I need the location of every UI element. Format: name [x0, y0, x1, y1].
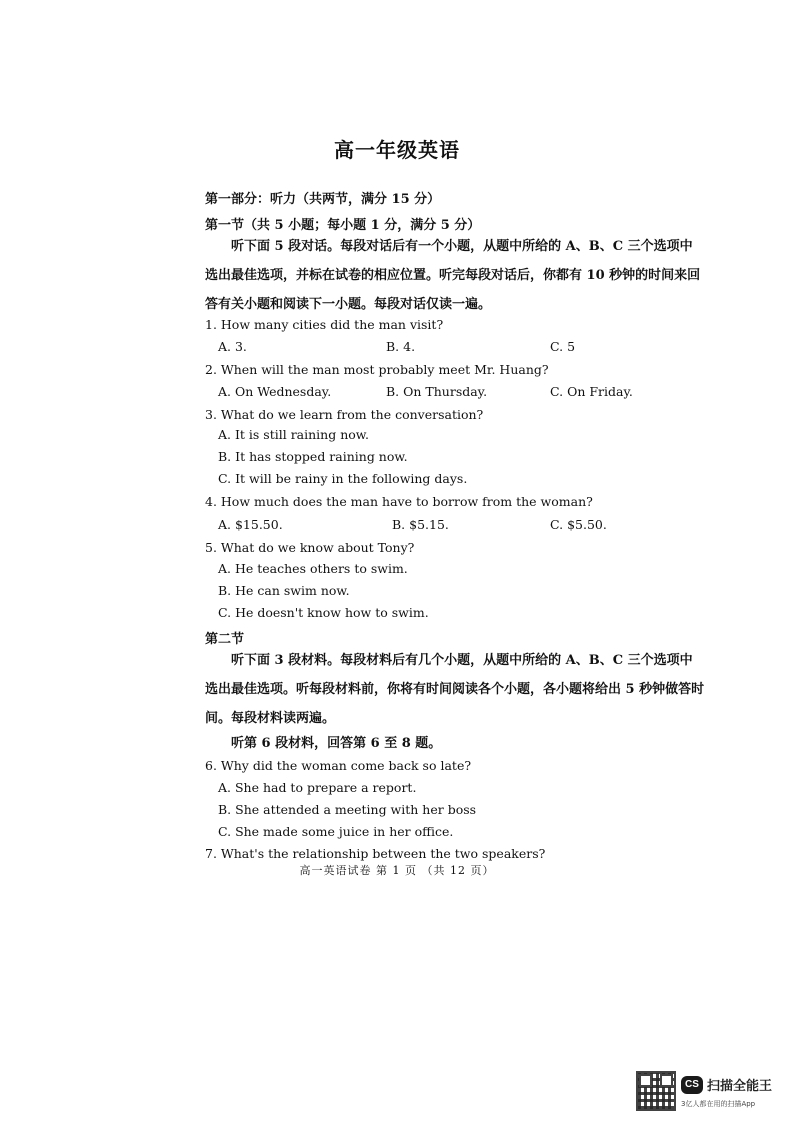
- qr-code-icon: [636, 1071, 676, 1111]
- question-6-option-c: C. She made some juice in her office.: [218, 824, 454, 839]
- section2-instructions: 听下面 3 段材料。每段材料后有几个小题，从题中所给的 A、B、C 三个选项中选出最佳选项。听每段材料前，你将有时间阅读各个小题，各小题将给出 5 秒钟做答时间。每段材料读两遍。: [205, 653, 705, 726]
- question-4-option-c: C. $5.50.: [550, 517, 607, 532]
- question-4-option-b: B. $5.15.: [392, 517, 449, 532]
- question-6-option-b: B. She attended a meeting with her boss: [218, 802, 477, 817]
- material6-intro: 听第 6 段材料，回答第 6 至 8 题。: [231, 736, 442, 751]
- question-3-option-c: C. It will be rainy in the following days.: [218, 471, 468, 486]
- question-4-option-a: A. $15.50.: [218, 517, 283, 532]
- question-1: 1. How many cities did the man visit?: [205, 317, 444, 332]
- question-6: 6. Why did the woman come back so late?: [205, 758, 472, 773]
- question-3-option-b: B. It has stopped raining now.: [218, 449, 408, 464]
- question-2-option-b: B. On Thursday.: [386, 384, 488, 399]
- question-7: 7. What's the relationship between the two speakers?: [205, 846, 546, 861]
- question-1-option-b: B. 4.: [386, 339, 416, 354]
- exam-title: 高一年级英语: [334, 138, 460, 162]
- question-2: 2. When will the man most probably meet Mr. Huang?: [205, 362, 549, 377]
- question-5-option-b: B. He can swim now.: [218, 583, 350, 598]
- section1-heading: 第一节（共 5 小题；每小题 1 分，满分 5 分）: [205, 218, 481, 233]
- watermark-brand: 扫描全能王: [707, 1079, 773, 1094]
- page-footer: 高一英语试卷 第 1 页 （共 12 页）: [299, 864, 495, 877]
- watermark-tagline: 3亿人都在用的扫描App: [681, 1100, 756, 1108]
- question-2-option-a: A. On Wednesday.: [218, 384, 332, 399]
- question-2-option-c: C. On Friday.: [550, 384, 633, 399]
- question-5-option-a: A. He teaches others to swim.: [218, 561, 408, 576]
- question-1-option-a: A. 3.: [218, 339, 247, 354]
- question-3: 3. What do we learn from the conversation?: [205, 407, 484, 422]
- camscanner-logo-icon: CS: [681, 1076, 703, 1094]
- section1-instructions: 听下面 5 段对话。每段对话后有一个小题，从题中所给的 A、B、C 三个选项中选出最佳选项，并标在试卷的相应位置。听完每段对话后，你都有 10 秒钟的时间来回答有关小题和阅读下一小题。每段对话仅读一遍。: [205, 239, 701, 312]
- part1-heading: 第一部分：听力（共两节，满分 15 分）: [205, 192, 441, 207]
- question-3-option-a: A. It is still raining now.: [218, 427, 369, 442]
- question-5-option-c: C. He doesn't know how to swim.: [218, 605, 429, 620]
- question-6-option-a: A. She had to prepare a report.: [218, 780, 417, 795]
- question-1-option-c: C. 5: [550, 339, 576, 354]
- question-5: 5. What do we know about Tony?: [205, 540, 415, 555]
- question-4: 4. How much does the man have to borrow from the woman?: [205, 494, 593, 509]
- section2-heading: 第二节: [205, 632, 245, 647]
